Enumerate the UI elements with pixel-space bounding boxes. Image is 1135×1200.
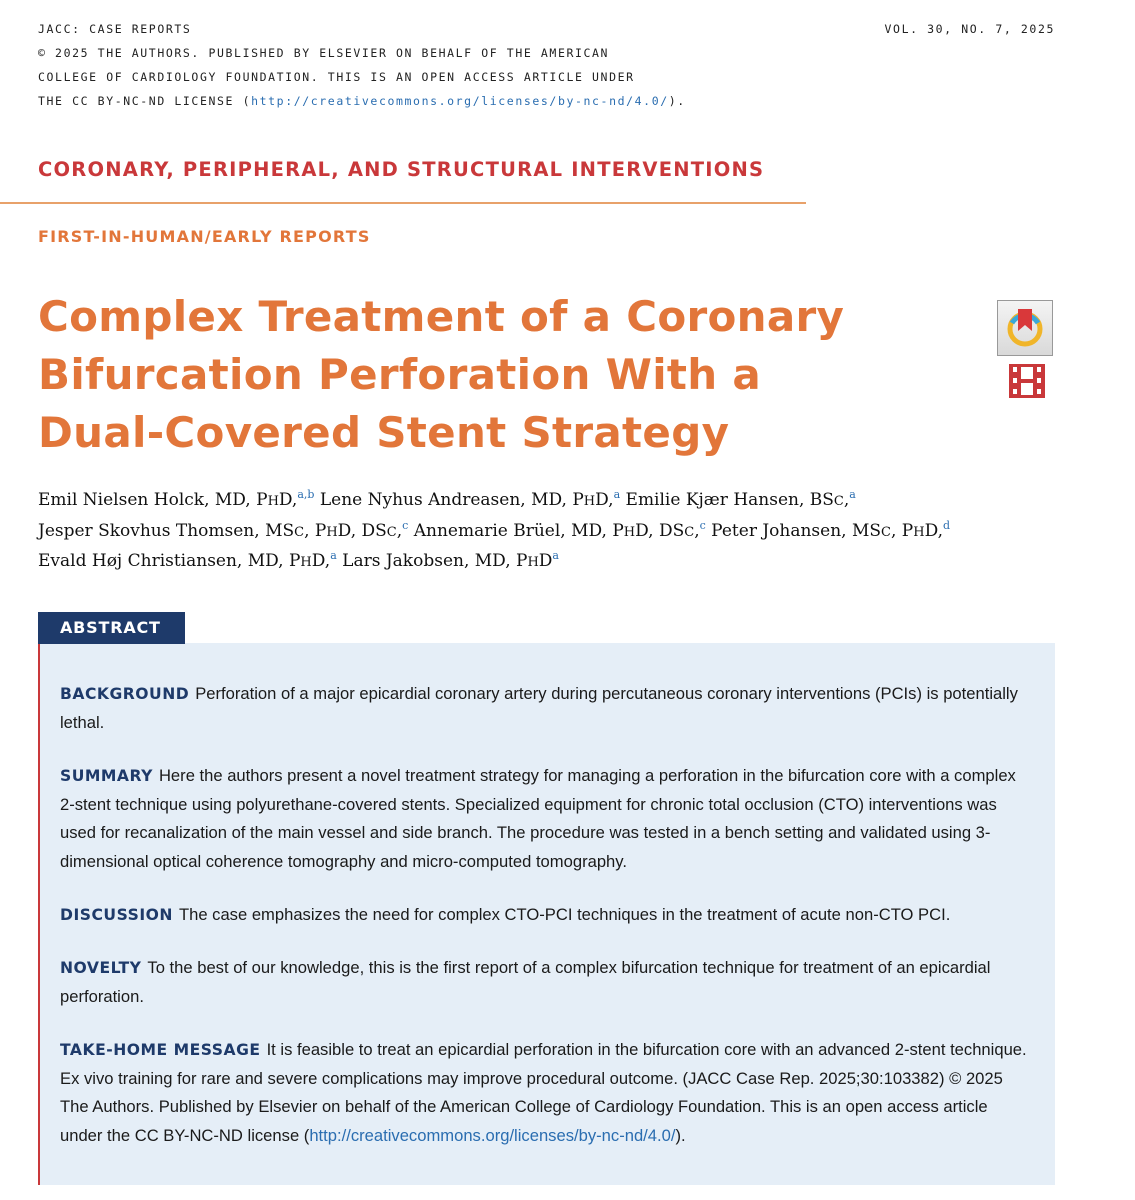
- author-degree-sc: H: [527, 555, 539, 570]
- author-name: Annemarie Brüel, MD, P: [408, 520, 624, 541]
- summary-label: SUMMARY: [60, 767, 153, 785]
- author-degree-end: ,: [396, 520, 403, 541]
- takehome-end: ).: [675, 1125, 686, 1145]
- title-line-3: Dual-Covered Stent Strategy: [38, 408, 730, 457]
- affiliation-link[interactable]: c: [699, 518, 706, 532]
- author-degree-mid: , P: [304, 520, 327, 541]
- novelty-text: To the best of our knowledge, this is the first report of a complex bifurcation technique for treatment of an epicardial perforation.: [60, 958, 991, 1006]
- author-degree-sc: H: [583, 494, 596, 509]
- title-line-1: Complex Treatment of a Coronary: [38, 292, 845, 341]
- background-text: Perforation of a major epicardial coronary artery during percutaneous coronary interventions (PCIs) is potentially lethal.: [60, 684, 1018, 732]
- license-link[interactable]: http://creativecommons.org/licenses/by-nc-nd/4.0/: [251, 94, 669, 108]
- author-name: Emilie Kjær Hansen, BS: [620, 490, 834, 510]
- novelty-label: NOVELTY: [60, 959, 142, 977]
- copyright-line-2: COLLEGE OF CARDIOLOGY FOUNDATION. THIS IS AN OPEN ACCESS ARTICLE UNDER: [38, 70, 635, 84]
- author-name: Lene Nyhus Andreasen, MD, P: [314, 490, 584, 510]
- author-name: Evald Høj Christiansen, MD, P: [38, 551, 301, 571]
- subsection-heading: FIRST-IN-HUMAN/EARLY REPORTS: [38, 227, 371, 246]
- author-degree-sc: C: [294, 524, 305, 540]
- author-degree-sc: H: [267, 494, 279, 509]
- author-name: Emil Nielsen Holck, MD, P: [38, 490, 268, 510]
- author-degree-end: D: [538, 551, 553, 571]
- author-degree-end: D,: [278, 490, 298, 510]
- abstract-takehome: [60, 1036, 1032, 1150]
- video-icon[interactable]: [1009, 364, 1045, 402]
- abstract-discussion: [60, 901, 1032, 930]
- background-label: BACKGROUND: [60, 685, 190, 703]
- author-line-3: [38, 547, 1068, 578]
- abstract-summary: [60, 762, 1032, 876]
- author-name: Peter Johansen, MS: [705, 520, 882, 541]
- crossmark-icon[interactable]: [997, 300, 1053, 356]
- article-title: [38, 288, 938, 462]
- copyright-line-3-end: ).: [668, 94, 686, 108]
- author-degree-mid: D, DS: [337, 520, 387, 541]
- volume-info: VOL. 30, NO. 7, 2025: [884, 22, 1055, 36]
- author-degree-sc: C: [386, 524, 397, 540]
- abstract-background: [60, 680, 1032, 737]
- author-degree-sc: C: [881, 524, 891, 540]
- takehome-text: It is feasible to treat an epicardial perforation in the bifurcation core with an advanced 2-stent technique. Ex vivo training for rare and severe complications may improve procedural outcome. (JACC Case Rep. 2025;30:103382) © 2025 The Authors. Published by Elsevier on behalf of the American College of Cardiology Foundation. This is an open access article under the CC BY-NC-ND license (: [60, 1040, 1027, 1145]
- author-degree-sc: H: [623, 524, 636, 540]
- author-degree-end: ,: [694, 520, 700, 541]
- author-list: [38, 486, 1068, 578]
- summary-text: Here the authors present a novel treatment strategy for managing a perforation in the bifurcation core with a complex 2-stent technique using polyurethane-covered stents. Specialized equipment for chronic total occlusion (CTO) interventions was used for recanalization of the main vessel and side branch. The procedure was tested in a bench setting and validated using 3-dimensional optical coherence tomography and micro-computed tomography.: [60, 766, 1016, 871]
- author-degree-sc: H: [326, 524, 338, 540]
- journal-name: JACC: CASE REPORTS: [38, 22, 192, 36]
- copyright-line-3-text: THE CC BY-NC-ND LICENSE (: [38, 94, 252, 108]
- author-degree-end: ,: [843, 490, 850, 510]
- discussion-label: DISCUSSION: [60, 906, 173, 924]
- title-line-2: Bifurcation Perforation With a: [38, 350, 762, 399]
- author-degree-sc: H: [913, 524, 925, 540]
- author-degree-end: D,: [595, 490, 614, 510]
- author-degree-end: D,: [924, 520, 944, 541]
- copyright-line-1: © 2025 THE AUTHORS. PUBLISHED BY ELSEVIER ON BEHALF OF THE AMERICAN: [38, 46, 610, 60]
- affiliation-link[interactable]: a: [613, 488, 621, 501]
- affiliation-link[interactable]: a,b: [297, 488, 315, 501]
- author-name: Lars Jakobsen, MD, P: [336, 551, 528, 571]
- affiliation-link[interactable]: d: [943, 518, 951, 532]
- author-degree-sc: C: [833, 494, 844, 509]
- affiliation-link[interactable]: c: [402, 518, 409, 532]
- author-name: Jesper Skovhus Thomsen, MS: [38, 520, 295, 541]
- copyright-line-3: [38, 89, 798, 113]
- author-degree-mid: D, DS: [635, 520, 685, 541]
- author-degree-mid: , P: [890, 520, 914, 541]
- takehome-label: TAKE-HOME MESSAGE: [60, 1041, 261, 1059]
- discussion-text: The case emphasizes the need for complex CTO-PCI techniques in the treatment of acute non-CTO PCI.: [178, 905, 951, 924]
- author-line-1: [38, 486, 1068, 517]
- takehome-license-link[interactable]: http://creativecommons.org/licenses/by-nc-nd/4.0/: [309, 1125, 676, 1145]
- abstract-tab: ABSTRACT: [38, 612, 185, 644]
- section-heading: CORONARY, PERIPHERAL, AND STRUCTURAL INTERVENTIONS: [38, 158, 765, 181]
- abstract-novelty: [60, 954, 1032, 1011]
- section-divider: [0, 202, 806, 204]
- copyright-block: [38, 17, 798, 113]
- affiliation-link[interactable]: a: [849, 488, 856, 501]
- author-degree-end: D,: [311, 551, 331, 571]
- affiliation-link[interactable]: a: [552, 549, 559, 562]
- affiliation-link[interactable]: a: [330, 549, 337, 562]
- author-line-2: [38, 517, 1068, 548]
- author-degree-sc: H: [300, 555, 312, 570]
- author-degree-sc: C: [684, 524, 695, 540]
